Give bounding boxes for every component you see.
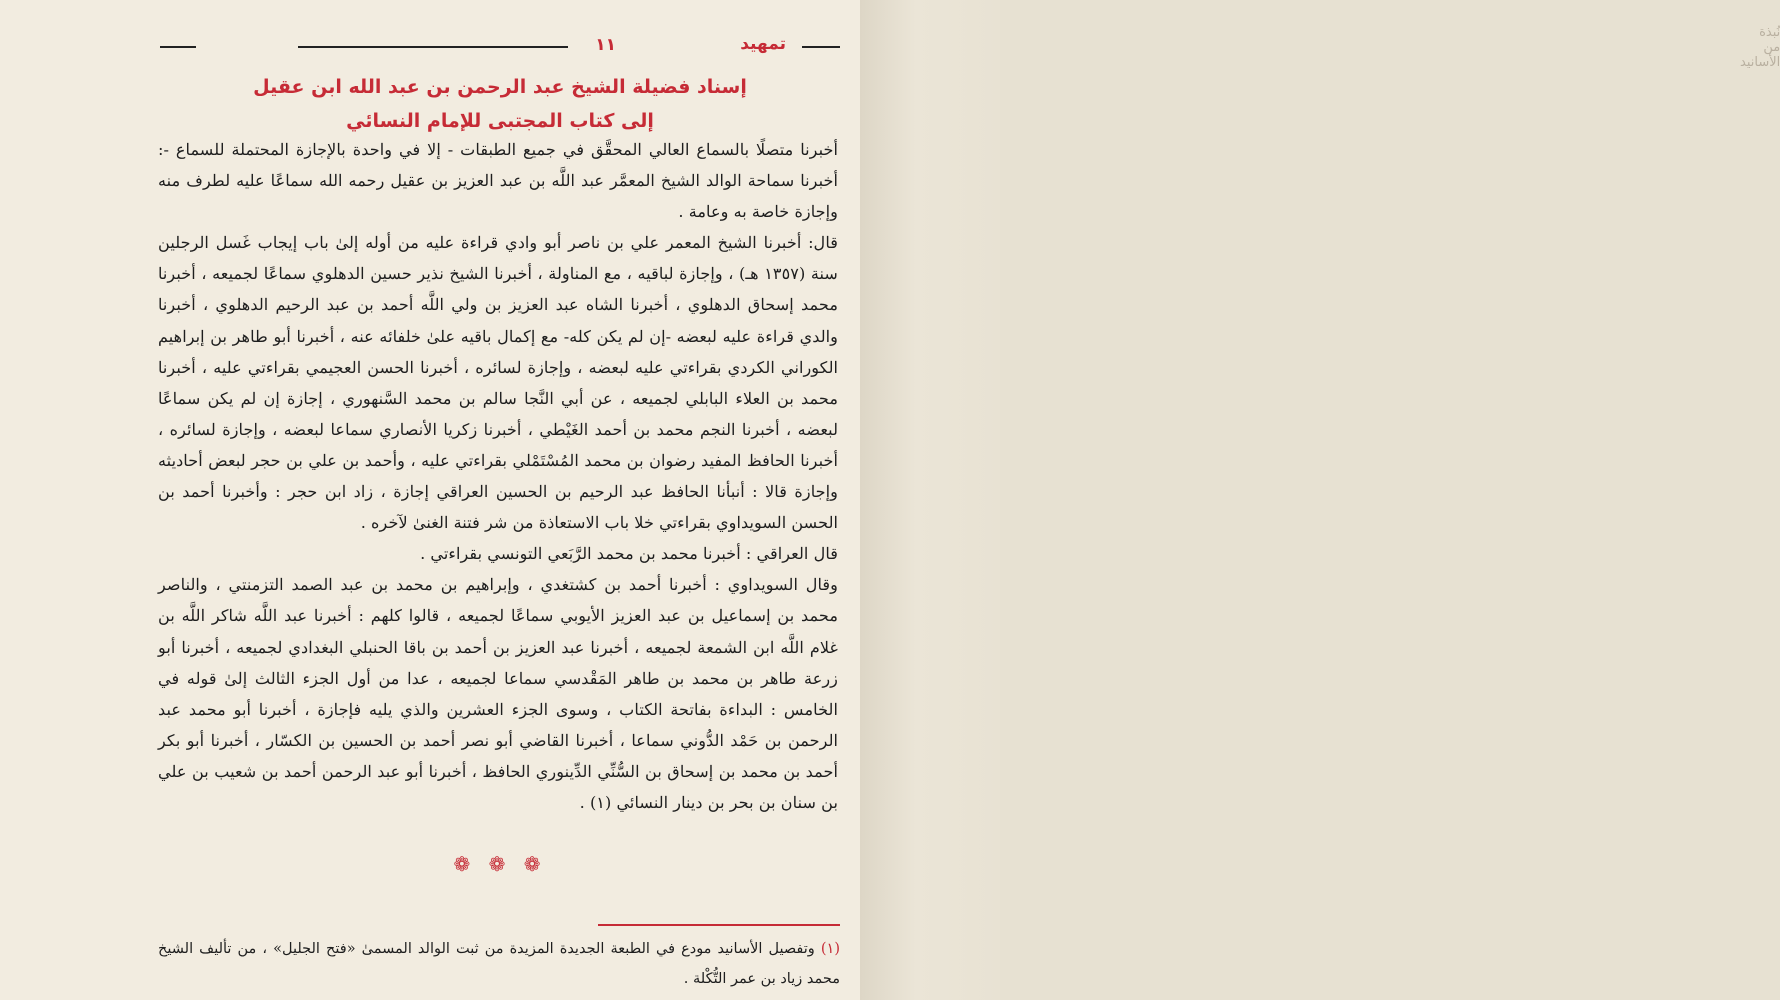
running-header <box>160 34 840 58</box>
paragraph: أخبرنا متصلًا بالسماع العالي المحقَّق في جميع الطبقات - إلا في واحدة بالإجازة المحتملة للسماع -: أخبرنا سماحة الوالد الشيخ المعمَّر عبد اللَّه بن عبد العزيز بن عقيل رحمه الله سماعًا عليه لطرف منه وإجازة خاصة به وعامة . <box>158 140 838 222</box>
book-page <box>0 0 860 1000</box>
header-title: تمهيد <box>740 34 786 54</box>
next-page-edge <box>860 0 1780 1000</box>
body-text <box>158 134 838 818</box>
section-title-line-2: إلى كتاب المجتبى للإمام النسائي <box>346 110 654 132</box>
header-rule-middle <box>298 46 568 48</box>
footnote <box>158 934 840 994</box>
paragraph: قال: أخبرنا الشيخ المعمر علي بن ناصر أبو وادي قراءة عليه من أوله إلىٰ باب إيجاب غَسل الرجلين سنة (١٣٥٧ هـ) ، وإجازة لباقيه ، مع المناولة ، أخبرنا الشيخ نذير حسين الدهلوي سماعًا لجميعه ، أخبرنا محمد إسحاق الدهلوي ، أخبرنا الشاه عبد العزيز بن ولي اللَّه أحمد بن عبد الرحيم الدهلوي ، أخبرنا والدي قراءة عليه لبعضه -إن لم يكن كله- مع إكمال باقيه علىٰ خلفائه عنه ، أخبرنا أبو طاهر بن إبراهيم الكوراني الكردي بقراءتي عليه لبعضه ، وإجازة لسائره ، أخبرنا الحسن العجيمي بقراءتي عليه ، أخبرنا محمد بن العلاء البابلي لجميعه ، عن أبي النَّجا سالم بن محمد السَّنهوري ، إجازة إن لم يكن سماعًا لبعضه ، أخبرنا النجم محمد بن أحمد الغَيْطي ، أخبرنا زكريا الأنصاري سماعا لبعضه ، وإجازة لسائره ، أخبرنا الحافظ المفيد رضوان بن محمد المُسْتَمْلي بقراءتي عليه ، وأحمد بن علي بن حجر لبعض أحاديثه وإجازة قالا : أنبأنا الحافظ عبد الرحيم بن الحسين العراقي إجازة ، زاد ابن حجر : وأخبرنا أحمد بن الحسن السويداوي بقراءتي خلا باب الاستعاذة من شر فتنة الغنىٰ لآخره . <box>158 233 839 533</box>
footnote-number: (١) <box>820 941 840 957</box>
header-rule-left <box>160 46 196 48</box>
page-number: ١١ <box>595 35 616 55</box>
section-title-line-1: إسناد فضيلة الشيخ عبد الرحمن بن عبد الله ابن عقيل <box>253 76 747 98</box>
paragraph: قال العراقي : أخبرنا محمد بن محمد الرَّبَعي التونسي بقراءتي . <box>420 544 838 564</box>
paragraph: وقال السويداوي : أخبرنا أحمد بن كشتغدي ، وإبراهيم بن محمد بن عبد الصمد التزمنتي ، والناصر محمد بن إسماعيل بن عبد العزيز الأيوبي سماعًا لجميعه ، قالوا كلهم : أخبرنا عبد اللَّه شاكر اللَّه بن غلام اللَّه ابن الشمعة لجميعه ، أخبرنا عبد العزيز بن أحمد بن باقا الحنبلي البغدادي لجميعه ، أخبرنا أبو زرعة طاهر بن محمد بن طاهر المَقْدسي سماعا لجميعه ، عدا من أول الجزء الثالث إلىٰ قوله في الخامس : البداءة بفاتحة الكتاب ، وسوى الجزء العشرين والذي يليه فإجازة ، أخبرنا أبو محمد عبد الرحمن بن حَمْد الدُّوني سماعا ، أخبرنا القاضي أبو نصر أحمد بن الحسين بن الكسّار ، أخبرنا أبو بكر أحمد بن محمد بن إسحاق بن السُّنِّي الدِّينوري الحافظ ، أخبرنا أبو عبد الرحمن أحمد بن شعيب بن علي بن سنان بن بحر بن دينار النسائي (١) . <box>158 575 838 812</box>
header-rule-right <box>802 46 840 48</box>
bleed-through-heading: نُبذة من الأسانيد <box>1740 25 1780 70</box>
section-separator: ❁ ❁ ❁ <box>453 852 547 876</box>
footnote-rule <box>598 924 840 926</box>
footnote-text: وتفصيل الأسانيد مودع في الطبعة الجديدة المزيدة من ثبت الوالد المسمىٰ «فتح الجليل» ، من تأليف الشيخ محمد زياد بن عمر التُّكْلة . <box>158 941 840 987</box>
